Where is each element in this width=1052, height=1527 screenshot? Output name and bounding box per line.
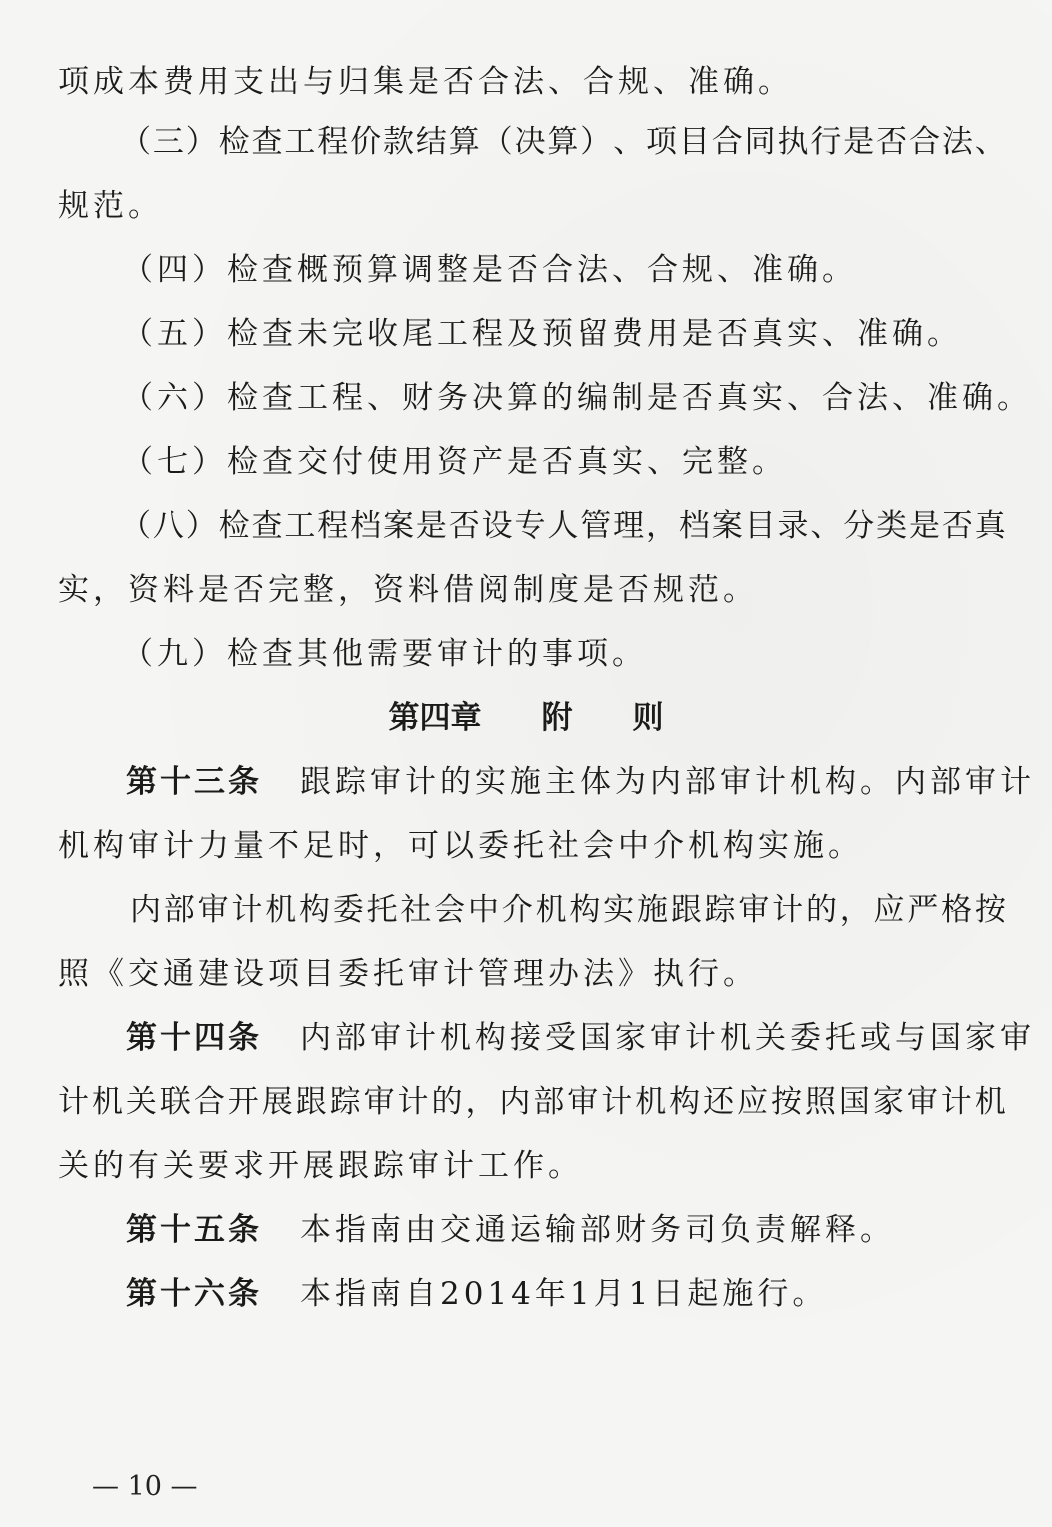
text-char: 目 [744,508,776,544]
text-char: 是 [415,508,447,544]
text-char: 机 [91,1084,123,1120]
text-char: 实 [603,892,635,928]
text-line-justified [120,122,1006,162]
text-char: （ [481,124,513,160]
text-char: 计 [58,1084,89,1120]
text-char: 展 [261,1084,293,1120]
text-char: 中 [467,892,499,928]
text-char: 审 [906,1084,938,1120]
text-char: 档 [678,508,710,544]
text-char: 会 [434,892,466,928]
text-char: 否 [876,124,908,160]
text-char: 项 [646,124,677,160]
text-line: 机构审计力量不足时，可以委托社会中介机构实施。 [58,828,863,864]
text-char: 计 [601,1084,633,1120]
text-char: 合 [193,1084,225,1120]
text-char: 案 [383,508,414,544]
text-char: 查 [251,124,283,160]
text-char: 踪 [329,1084,361,1120]
text-char: 管 [580,508,612,544]
text-char: 机 [265,892,297,928]
text-char: 决 [514,124,546,160]
text-char: 同 [744,124,776,160]
text-char: 内 [130,892,161,928]
text-char: 理 [613,508,645,544]
text-line: （九）检查其他需要审计的事项。 [122,636,647,672]
text-char: 法 [941,124,973,160]
text-char: 内 [499,1084,531,1120]
text-line: 项成本费用支出与归集是否合法、合规、准确。 [58,64,793,100]
text-char: 类 [876,508,908,544]
text-char: 款 [383,124,414,160]
text-char: 严 [907,892,939,928]
text-char: 的 [805,892,837,928]
text-char: 是 [843,124,875,160]
article-label: 第十六条 [126,1276,262,1312]
text-char: 是 [909,508,940,544]
text-char: 格 [941,892,973,928]
text-char: 查 [251,508,283,544]
text-char: ） [185,124,217,160]
text-char: 的 [431,1084,463,1120]
text-char: 应 [873,892,905,928]
text-char: 算 [448,124,480,160]
chapter-heading-title-2: 则 [632,700,664,736]
chapter-heading-title-1: 附 [541,700,573,736]
text-char: （ [120,508,151,544]
text-char: 审 [738,892,770,928]
chapter-heading [0,698,1052,738]
text-char: 还 [703,1084,735,1120]
text-char: 、 [974,124,1006,160]
text-char: 构 [569,892,601,928]
text-char: 案 [711,508,743,544]
text-char: 计 [397,1084,429,1120]
text-char: 分 [843,508,875,544]
text-line-justified [58,1082,1006,1122]
text-char: 构 [669,1084,701,1120]
page-number: — 10 — [92,1471,198,1502]
text-char: 价 [350,124,382,160]
text-char: 跟 [295,1084,327,1120]
article-14-first-line [126,1018,1035,1058]
text-char: 委 [332,892,364,928]
text-char: 机 [535,892,567,928]
article-label: 第十四条 [126,1020,262,1056]
text-char: 计 [772,892,804,928]
text-char: 、 [613,124,645,160]
text-char: 托 [366,892,398,928]
text-char: 国 [838,1084,870,1120]
text-char: 应 [737,1084,769,1120]
text-char: ） [580,124,612,160]
text-char: 否 [448,508,480,544]
text-char: 程 [317,508,349,544]
text-char: 介 [501,892,533,928]
text-char: 算 [547,124,579,160]
text-char: 人 [547,508,579,544]
text-char: 跟 [670,892,702,928]
text-char: 结 [415,124,447,160]
text-char: 八 [152,508,184,544]
text-char: 合 [711,124,743,160]
chapter-heading-number: 第四章 [388,700,482,736]
text-char: 审 [197,892,229,928]
text-char: 审 [567,1084,599,1120]
text-char: 执 [777,124,809,160]
text-char: 检 [218,124,250,160]
text-line-justified [130,890,1006,930]
text-line: 规范。 [58,188,163,224]
text-char: 程 [317,124,349,160]
article-text: 本指南由交通运输部财务司负责解释。 [300,1212,895,1248]
text-char: 计 [231,892,263,928]
text-char: 检 [218,508,250,544]
article-15-line [126,1210,1006,1250]
text-line: （五）检查未完收尾工程及预留费用是否真实、准确。 [122,316,962,352]
text-char: ， [839,892,871,928]
text-char: 开 [227,1084,259,1120]
text-char: 工 [284,124,316,160]
text-char: 档 [350,508,382,544]
text-char: 审 [363,1084,395,1120]
text-line: 实，资料是否完整，资料借阅制度是否规范。 [58,572,758,608]
text-char: （ [120,124,151,160]
text-char: 照 [804,1084,836,1120]
text-line: 关的有关要求开展跟踪审计工作。 [58,1148,583,1184]
text-char: 、 [810,508,842,544]
text-char: 行 [810,124,842,160]
article-text: 本指南自2014年1月1日起施行。 [300,1276,828,1312]
text-char: 三 [152,124,184,160]
text-char: 专 [514,508,546,544]
article-13-first-line [126,762,1035,802]
text-char: 按 [974,892,1006,928]
text-line: （四）检查概预算调整是否合法、合规、准确。 [122,252,857,288]
text-char: 机 [974,1084,1006,1120]
text-char: 按 [771,1084,803,1120]
text-line: （六）检查工程、财务决算的编制是否真实、合法、准确。 [122,380,1032,416]
text-char: ， [465,1084,497,1120]
article-text: 内部审计机构接受国家审计机关委托或与国家审 [300,1020,1035,1056]
text-char: ） [185,508,217,544]
text-char: 部 [163,892,195,928]
text-line-justified [120,506,1006,546]
text-char: 真 [974,508,1006,544]
text-char: 工 [284,508,316,544]
text-char: 录 [777,508,809,544]
article-label: 第十五条 [126,1212,262,1248]
text-char: 计 [940,1084,972,1120]
text-char: 机 [635,1084,667,1120]
text-char: 施 [636,892,668,928]
text-char: 社 [400,892,432,928]
text-char: ， [646,508,677,544]
text-line: 照《交通建设项目委托审计管理办法》执行。 [58,956,758,992]
article-16-line [126,1274,1006,1314]
text-char: 踪 [704,892,736,928]
text-char: 联 [159,1084,191,1120]
text-char: 构 [298,892,330,928]
text-char: 家 [872,1084,904,1120]
text-char: 设 [481,508,513,544]
text-char: 合 [909,124,940,160]
text-char: 目 [678,124,710,160]
text-char: 否 [941,508,973,544]
article-label: 第十三条 [126,764,262,800]
text-line: （七）检查交付使用资产是否真实、完整。 [122,444,787,480]
text-char: 关 [125,1084,157,1120]
article-text: 跟踪审计的实施主体为内部审计机构。内部审计 [300,764,1035,800]
text-char: 部 [533,1084,565,1120]
